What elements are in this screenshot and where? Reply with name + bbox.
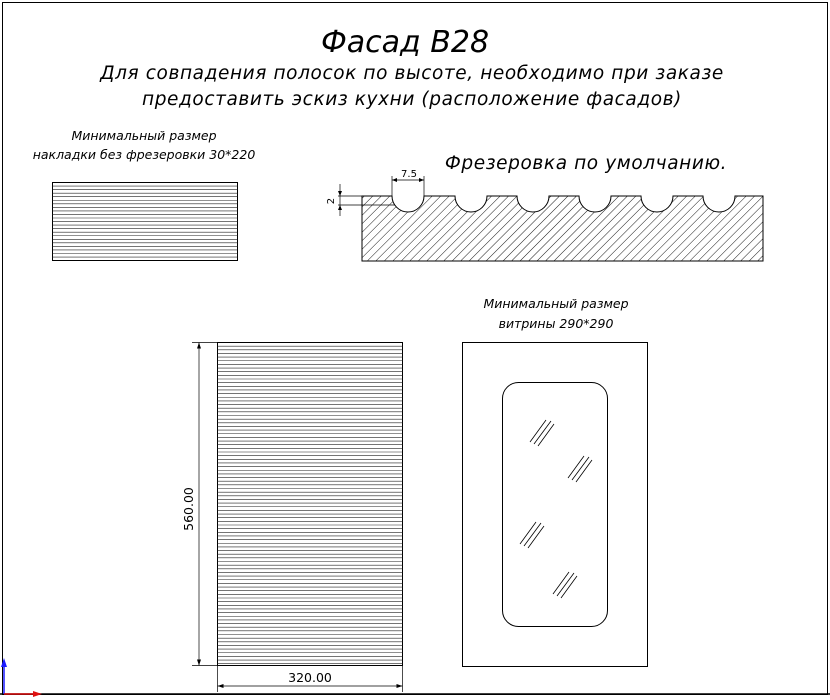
facade-width-label: 320.00 bbox=[288, 670, 332, 685]
profile-width-label: 7.5 bbox=[401, 169, 417, 180]
milling-profile bbox=[326, 169, 763, 261]
overlay-caption-line-2: накладки без фрезеровки 30*220 bbox=[32, 147, 256, 162]
profile-section bbox=[362, 196, 763, 261]
overlay-panel bbox=[53, 183, 238, 261]
vitrine-caption-line-1: Минимальный размер bbox=[483, 296, 629, 311]
axis-indicator bbox=[1, 658, 42, 697]
glass-reflection-marks bbox=[520, 420, 592, 598]
facade-width-dimension bbox=[218, 666, 403, 692]
profile-caption: Фрезеровка по умолчанию. bbox=[444, 153, 728, 174]
facade-panel bbox=[218, 343, 403, 666]
facade-stripes bbox=[218, 346, 403, 664]
facade-height-label: 560.00 bbox=[181, 487, 196, 531]
profile-depth-label: 2 bbox=[326, 197, 337, 205]
page-title: Фасад В28 bbox=[320, 25, 490, 60]
overlay-stripes bbox=[53, 186, 238, 257]
vitrine-frame bbox=[463, 343, 648, 667]
overlay-caption-line-1: Минимальный размер bbox=[71, 128, 217, 143]
subtitle-line-2: предоставить эскиз кухни (расположение фасадов) bbox=[142, 89, 682, 110]
subtitle-line-1: Для совпадения полосок по высоте, необходимо при заказе bbox=[100, 63, 724, 84]
facade-height-dimension bbox=[181, 343, 217, 666]
vitrine-glass bbox=[503, 383, 608, 627]
vitrine-caption-line-2: витрины 290*290 bbox=[498, 316, 614, 331]
